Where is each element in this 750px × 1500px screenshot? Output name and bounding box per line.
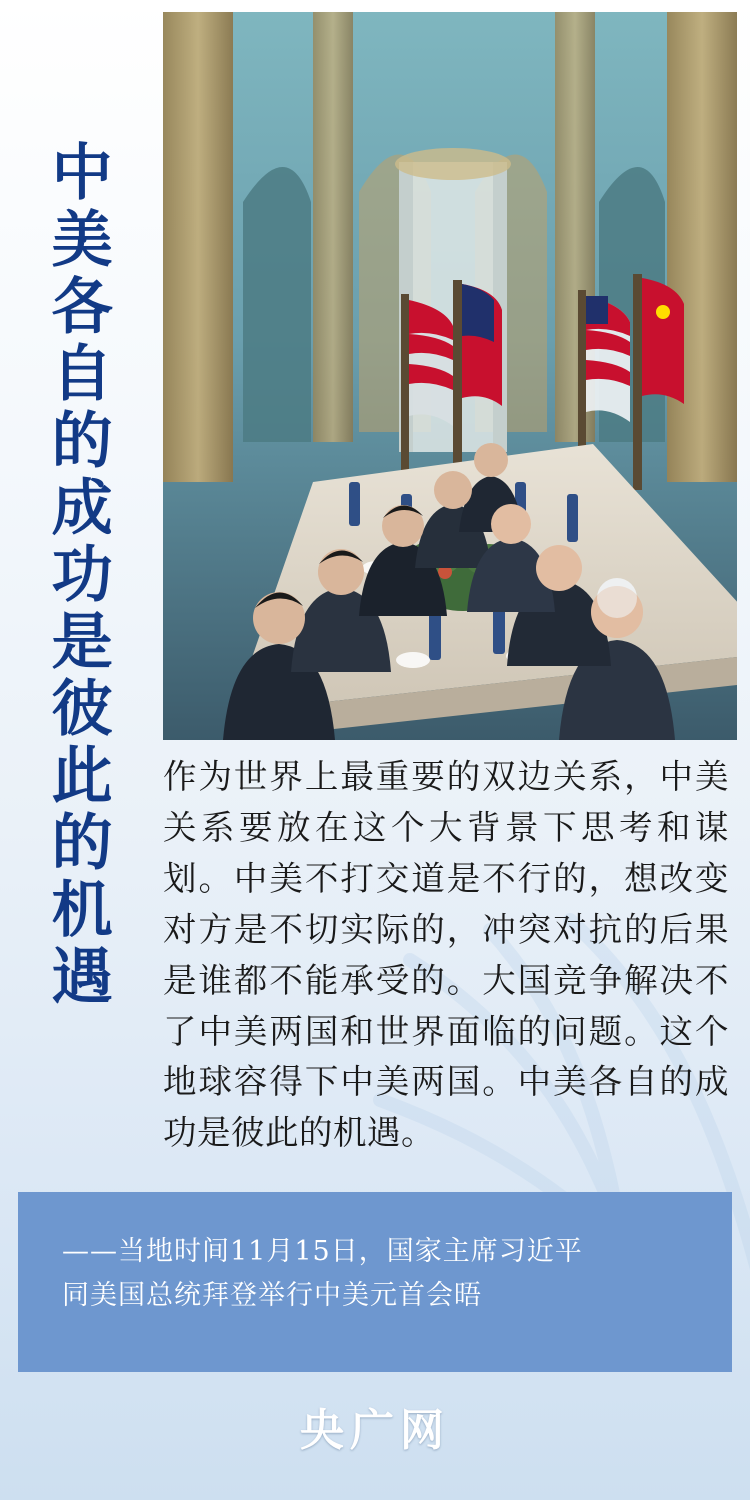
attribution-line-2: 同美国总统拜登举行中美元首会晤	[62, 1279, 482, 1311]
attribution-block	[18, 1192, 732, 1372]
attribution-line-1: ——当地时间11月15日，国家主席习近平	[62, 1236, 583, 1267]
footer-logo: 央广网	[300, 1405, 450, 1456]
footer	[0, 1394, 750, 1458]
page-title: 中美各自的成功是彼此的机遇	[41, 140, 113, 1011]
quote-text: 作为世界上最重要的双边关系，中美关系要放在这个大背景下思考和谋划。中美不打交道是不行的，想改变对方是不切实际的，冲突对抗的后果是谁都不能承受的。大国竞争解决不了中美两国和世界面临的问题。这个地球容得下中美两国。中美各自的成功是彼此的机遇。	[163, 757, 729, 1153]
meeting-photo	[163, 12, 737, 740]
